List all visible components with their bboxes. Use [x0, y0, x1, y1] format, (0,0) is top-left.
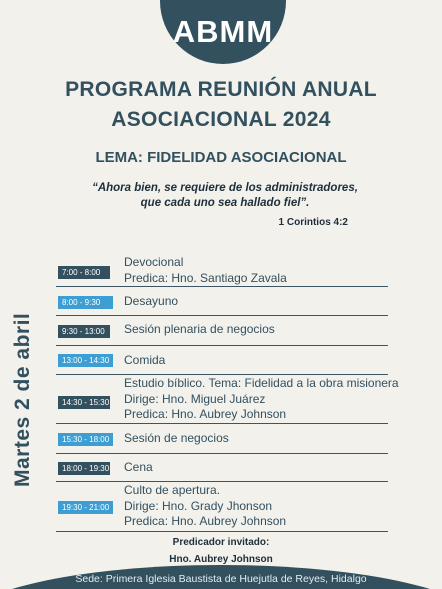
description-line: Predica: Hno. Aubrey Johnson — [124, 514, 287, 528]
schedule-description — [124, 483, 286, 530]
time-badge: 15:30 - 18:00 — [58, 433, 113, 446]
description-line: Dirige: Hno. Grady Jhonson — [124, 498, 273, 513]
bible-quote — [60, 181, 390, 211]
schedule-row — [56, 287, 388, 316]
time-badge: 13:00 - 14:30 — [58, 354, 113, 367]
schedule-row — [56, 254, 388, 287]
schedule-row — [56, 454, 388, 482]
guest-preacher-label: Predicador invitado: — [172, 537, 270, 548]
guest-preacher-name: Hno. Aubrey Johnson — [169, 554, 273, 565]
time-badge: 9:30 - 13:00 — [58, 325, 110, 338]
page-title-line-1: PROGRAMA REUNIÓN ANUAL — [65, 78, 377, 101]
schedule-row — [56, 316, 388, 346]
schedule-row — [56, 375, 399, 424]
schedule-row — [56, 346, 388, 375]
schedule-description — [124, 460, 153, 476]
description-line: Desayuno — [124, 294, 179, 308]
description-line: Estudio bíblico. Tema: Fidelidad a la obra misionera — [124, 376, 399, 390]
description-line: Predica: Hno. Aubrey Johnson — [124, 407, 287, 421]
description-line: Sesión plenaria de negocios — [124, 322, 275, 336]
schedule-description — [124, 376, 399, 423]
description-line: Cena — [124, 460, 153, 474]
time-badge: 18:00 - 19:30 — [58, 462, 110, 475]
time-badge: 19:30 - 21:00 — [58, 501, 113, 514]
quote-line-2: que cada uno sea hallado fiel”. — [140, 197, 310, 209]
schedule-description — [124, 431, 229, 447]
logo-badge — [160, 0, 286, 64]
schedule-description — [124, 353, 165, 369]
description-line: Predica: Hno. Santiago Zavala — [124, 270, 287, 285]
logo-text: ABMM — [172, 14, 274, 49]
motto: LEMA: FIDELIDAD ASOCIACIONAL — [95, 149, 347, 166]
venue-text: Sede: Primera Iglesia Baustista de Huejutla de Reyes, Hidalgo — [75, 573, 367, 585]
schedule-row — [56, 482, 388, 532]
time-badge: 14:30 - 15:30 — [58, 396, 110, 409]
time-badge: 8:00 - 9:30 — [58, 296, 113, 309]
bible-reference: 1 Corintios 4:2 — [278, 217, 348, 228]
schedule-description — [124, 322, 275, 338]
description-line: Culto de apertura. — [124, 483, 221, 497]
page-title-line-2: ASOCIACIONAL 2024 — [111, 108, 331, 131]
schedule-description — [124, 294, 178, 310]
description-line: Comida — [124, 353, 166, 367]
quote-line-1: “Ahora bien, se requiere de los administradores, — [92, 182, 358, 194]
description-line: Devocional — [124, 255, 184, 269]
date-label: Martes 2 de abril — [11, 312, 34, 487]
schedule-row — [56, 424, 388, 454]
description-line: Sesión de negocios — [124, 431, 229, 445]
description-line: Dirige: Hno. Miguel Juárez — [124, 391, 266, 406]
time-badge: 7:00 - 8:00 — [58, 266, 110, 279]
schedule-description — [124, 255, 287, 286]
